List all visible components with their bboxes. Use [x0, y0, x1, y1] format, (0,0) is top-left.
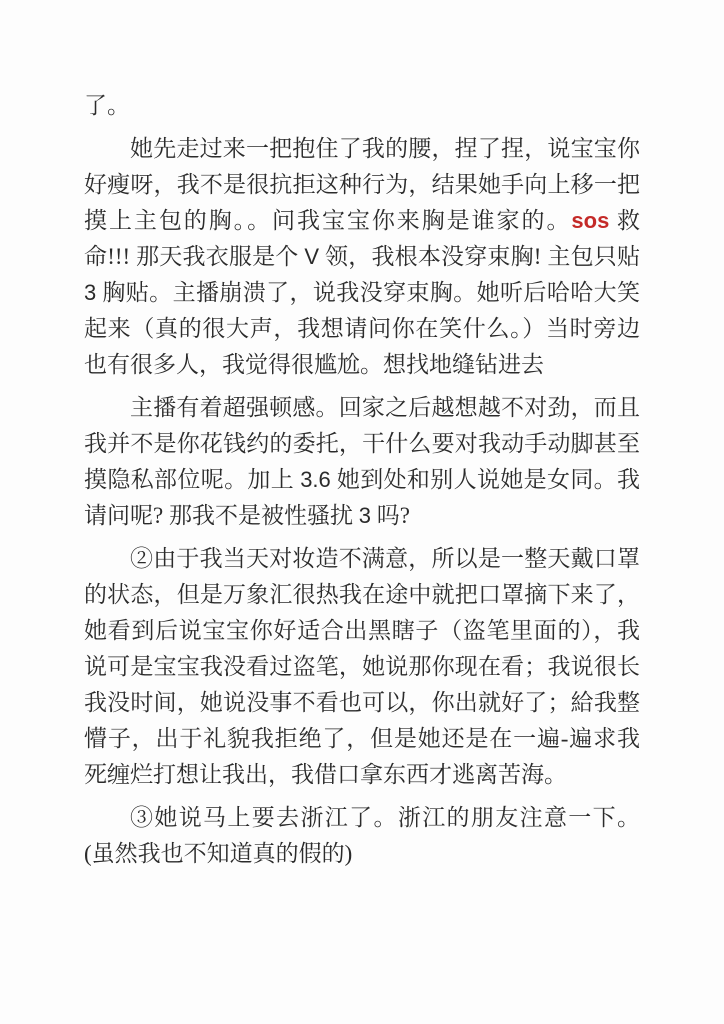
paragraph-2-text-a: 主播有着超强顿感。回家之后越想越不对劲，而且我并不是你花钱约的委托，干什么要对我动手动脚甚至摸隐私部位呢。加上	[84, 395, 640, 492]
paragraph-1-latin-3: 3	[84, 280, 97, 305]
paragraph-4-text: ③她说马上要去浙江了。浙江的朋友注意一下。(虽然我也不知道真的假的)	[84, 805, 640, 866]
paragraph-2	[84, 390, 640, 534]
sos-red-highlight: sos	[571, 208, 610, 233]
paragraph-0	[84, 88, 640, 124]
paragraph-1-latin-v: V	[304, 244, 320, 269]
paragraph-2-latin-3-6: 3.6	[300, 467, 331, 492]
paragraph-4	[84, 800, 640, 872]
paragraph-1	[84, 131, 640, 383]
paragraph-3-text: ②由于我当天对妆造不满意，所以是一整天戴口罩的状态，但是万象汇很热我在途中就把口罩摘下来了，她看到后说宝宝你好适合出黑瞎子（盗笔里面的），我说可是宝宝我没看过盗笔，她说那你现在看；我说很长我没时间，她说没事不看也可以，你出就好了；給我整懵子，出于礼貌我拒绝了，但是她还是在一遍-遍求我死缠烂打想让我出，我借口拿东西才逃离苦海。	[84, 546, 640, 787]
paragraph-0-text: 了。	[84, 93, 130, 118]
paragraph-2-latin-3: 3	[358, 503, 371, 528]
paragraph-1-text-b: 救命!!! 那天我衣服是个	[84, 208, 641, 269]
paragraph-3	[84, 541, 640, 793]
paragraph-1-text-d: 胸贴。主播崩溃了，说我没穿束胸。她听后哈哈大笑起来（真的很大声，我想请问你在笑什么。）当时旁边也有很多人，我觉得很尴尬。想找地缝钻进去	[84, 280, 640, 377]
paragraph-1-text-c: 领，我根本没穿束胸! 主包只贴	[319, 244, 640, 269]
paragraph-1-text-a: 她先走过来一把抱住了我的腰，捏了捏，说宝宝你好瘦呀，我不是很抗拒这种行为，结果她手向上移一把摸上主包的胸。。问我宝宝你来胸是谁家的。	[84, 136, 640, 233]
paragraph-2-text-b: 她到处和别人说她是女同。我请问呢? 那我不是被性骚扰	[84, 467, 640, 528]
paragraph-2-text-c: 吗?	[370, 503, 410, 528]
